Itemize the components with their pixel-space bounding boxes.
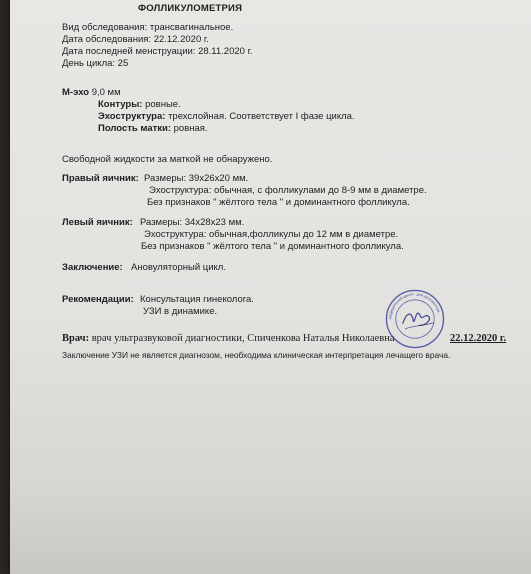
right-ovary-signs: Без признаков " жёлтого тела " и доминантного фолликула.	[147, 197, 410, 208]
doctor-line	[62, 333, 395, 345]
uterine-cavity-line	[98, 124, 208, 135]
endometrium-echostructure-label: Эхоструктура:	[98, 111, 166, 122]
recommendation-line-1: Консультация гинеколога.	[140, 294, 254, 305]
right-ovary-echostructure: Эхоструктура: обычная, с фолликулами до 8-9 мм в диаметре.	[149, 185, 427, 196]
exam-date: Дата обследования: 22.12.2020 г.	[62, 34, 209, 45]
recommendations-label: Рекомендации:	[62, 294, 134, 305]
uterine-cavity-label: Полость матки:	[98, 123, 171, 134]
doctor-label: Врач:	[62, 333, 90, 344]
endometrium-echostructure-line	[98, 112, 355, 123]
last-menstruation-date: Дата последней менструации: 28.11.2020 г.	[62, 46, 253, 57]
contours-line	[98, 100, 181, 111]
contours-value: ровные.	[145, 99, 181, 110]
signature-date: 22.12.2020 г.	[450, 333, 507, 344]
left-ovary-signs: Без признаков " жёлтого тела " и доминантного фолликула.	[141, 241, 404, 252]
recommendation-line-2: УЗИ в динамике.	[143, 306, 218, 317]
contours-label: Контуры:	[98, 99, 143, 110]
right-ovary-label: Правый яичник:	[62, 173, 139, 184]
left-ovary-label: Левый яичник:	[62, 217, 133, 228]
doctor-name: врач ультразвуковой диагностики, Спиченкова Наталья Николаевна	[91, 333, 395, 344]
exam-type: Вид обследования: трансвагинальное.	[62, 22, 234, 33]
m-echo-value: 9,0 мм	[91, 87, 121, 98]
m-echo-line	[62, 88, 121, 99]
report-sheet	[10, 0, 531, 574]
report-title: ФОЛЛИКУЛОМЕТРИЯ	[138, 3, 243, 14]
endometrium-echostructure-value: трехслойная. Соответствует I фазе цикла.	[168, 111, 355, 122]
signature-stroke	[403, 313, 430, 325]
seal-stamp-icon	[384, 288, 446, 350]
disclaimer-note: Заключение УЗИ не является диагнозом, необходима клиническая интерпретация лечащего врача.	[62, 350, 451, 360]
uterine-cavity-value: ровная.	[173, 123, 208, 134]
conclusion-label: Заключение:	[62, 262, 123, 273]
m-echo-label: М-эхо	[62, 87, 90, 98]
free-fluid-finding: Свободной жидкости за маткой не обнаружено.	[62, 154, 273, 165]
left-ovary-size: Размеры: 34х28х23 мм.	[140, 217, 245, 228]
conclusion-value: Ановуляторный цикл.	[131, 262, 226, 273]
cycle-day: День цикла: 25	[62, 58, 129, 69]
right-ovary-size: Размеры: 39х26х20 мм.	[144, 173, 249, 184]
svg-text:МЕДИЦИНСКИЙ ЦЕНТР · ДЛЯ ДОКУМЕ: МЕДИЦИНСКИЙ ЦЕНТР · ДЛЯ ДОКУМЕНТОВ ·	[388, 292, 442, 320]
left-ovary-echostructure: Эхоструктура: обычная,фолликулы до 12 мм в диаметре.	[144, 229, 399, 240]
